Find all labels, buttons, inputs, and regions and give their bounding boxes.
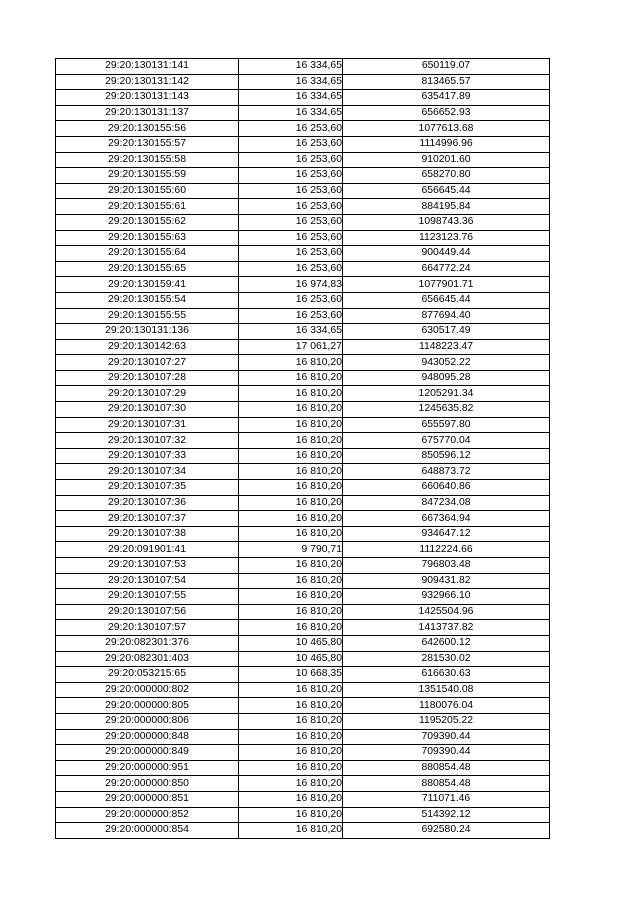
area-cell: 16 253,60 xyxy=(239,214,343,230)
cadastral-value-cell: 1205291.34 xyxy=(343,386,550,402)
cadastral-value-cell: 1148223.47 xyxy=(343,339,550,355)
area-cell: 9 790,71 xyxy=(239,542,343,558)
cadastral-value-cell: 948095.28 xyxy=(343,370,550,386)
table-row xyxy=(56,729,550,745)
cadastral-value-cell: 900449.44 xyxy=(343,246,550,262)
cadastral-value-cell: 656645.44 xyxy=(343,183,550,199)
cadastral-number-cell: 29:20:130131:143 xyxy=(56,90,239,106)
cadastral-value-cell: 932966.10 xyxy=(343,589,550,605)
table-row xyxy=(56,558,550,574)
cadastral-value-cell: 656652.93 xyxy=(343,105,550,121)
cadastral-value-cell: 635417.89 xyxy=(343,90,550,106)
table-row xyxy=(56,59,550,75)
table-row xyxy=(56,277,550,293)
cadastral-number-cell: 29:20:000000:802 xyxy=(56,682,239,698)
table-row xyxy=(56,246,550,262)
cadastral-number-cell: 29:20:000000:854 xyxy=(56,823,239,839)
area-cell: 16 810,20 xyxy=(239,511,343,527)
cadastral-number-cell: 29:20:130155:58 xyxy=(56,152,239,168)
cadastral-number-cell: 29:20:130155:54 xyxy=(56,292,239,308)
area-cell: 16 810,20 xyxy=(239,776,343,792)
cadastral-value-cell: 1413737.82 xyxy=(343,620,550,636)
area-cell: 16 334,65 xyxy=(239,324,343,340)
table-row xyxy=(56,682,550,698)
area-cell: 16 253,60 xyxy=(239,246,343,262)
area-cell: 16 810,20 xyxy=(239,589,343,605)
area-cell: 16 253,60 xyxy=(239,183,343,199)
area-cell: 16 810,20 xyxy=(239,464,343,480)
area-cell: 10 668,35 xyxy=(239,667,343,683)
area-cell: 17 061,27 xyxy=(239,339,343,355)
area-cell: 16 253,60 xyxy=(239,152,343,168)
table-row xyxy=(56,355,550,371)
table-row xyxy=(56,713,550,729)
table-row xyxy=(56,807,550,823)
cadastral-value-cell: 1195205.22 xyxy=(343,713,550,729)
table-row xyxy=(56,136,550,152)
cadastral-number-cell: 29:20:000000:849 xyxy=(56,745,239,761)
cadastral-number-cell: 29:20:130155:64 xyxy=(56,246,239,262)
area-cell: 16 810,20 xyxy=(239,495,343,511)
area-cell: 16 253,60 xyxy=(239,168,343,184)
table-row xyxy=(56,464,550,480)
table-row xyxy=(56,386,550,402)
cadastral-number-cell: 29:20:130155:65 xyxy=(56,261,239,277)
area-cell: 16 334,65 xyxy=(239,90,343,106)
cadastral-number-cell: 29:20:130142:63 xyxy=(56,339,239,355)
table-row xyxy=(56,339,550,355)
table-row xyxy=(56,573,550,589)
table-row xyxy=(56,620,550,636)
cadastral-value-cell: 1351540.08 xyxy=(343,682,550,698)
table-row xyxy=(56,480,550,496)
area-cell: 16 810,20 xyxy=(239,573,343,589)
area-cell: 16 810,20 xyxy=(239,698,343,714)
area-cell: 16 810,20 xyxy=(239,823,343,839)
cadastral-number-cell: 29:20:130155:56 xyxy=(56,121,239,137)
area-cell: 10 465,80 xyxy=(239,635,343,651)
table-row xyxy=(56,183,550,199)
cadastral-number-cell: 29:20:082301:403 xyxy=(56,651,239,667)
cadastral-value-cell: 514392.12 xyxy=(343,807,550,823)
area-cell: 16 253,60 xyxy=(239,199,343,215)
cadastral-value-cell: 709390.44 xyxy=(343,745,550,761)
cadastral-number-cell: 29:20:130107:57 xyxy=(56,620,239,636)
document-page xyxy=(55,58,550,839)
table-row xyxy=(56,745,550,761)
table-row xyxy=(56,199,550,215)
area-cell: 16 810,20 xyxy=(239,448,343,464)
area-cell: 16 810,20 xyxy=(239,558,343,574)
cadastral-value-cell: 1098743.36 xyxy=(343,214,550,230)
area-cell: 16 334,65 xyxy=(239,59,343,75)
cadastral-number-cell: 29:20:130159:41 xyxy=(56,277,239,293)
cadastral-value-cell: 796803.48 xyxy=(343,558,550,574)
cadastral-value-cell: 709390.44 xyxy=(343,729,550,745)
area-cell: 16 253,60 xyxy=(239,261,343,277)
table-row xyxy=(56,823,550,839)
cadastral-number-cell: 29:20:000000:848 xyxy=(56,729,239,745)
table-row xyxy=(56,261,550,277)
table-row xyxy=(56,105,550,121)
table-row xyxy=(56,776,550,792)
area-cell: 16 253,60 xyxy=(239,136,343,152)
cadastral-value-cell: 1180076.04 xyxy=(343,698,550,714)
area-cell: 16 810,20 xyxy=(239,713,343,729)
table-body xyxy=(56,59,550,839)
cadastral-value-cell: 675770.04 xyxy=(343,433,550,449)
cadastral-value-table xyxy=(55,58,550,839)
cadastral-number-cell: 29:20:130155:61 xyxy=(56,199,239,215)
area-cell: 16 810,20 xyxy=(239,729,343,745)
table-row xyxy=(56,760,550,776)
cadastral-value-cell: 934647.12 xyxy=(343,526,550,542)
cadastral-number-cell: 29:20:000000:806 xyxy=(56,713,239,729)
cadastral-value-cell: 616630.63 xyxy=(343,667,550,683)
table-row xyxy=(56,589,550,605)
cadastral-number-cell: 29:20:000000:850 xyxy=(56,776,239,792)
area-cell: 16 810,20 xyxy=(239,807,343,823)
cadastral-value-cell: 1077613.68 xyxy=(343,121,550,137)
cadastral-value-cell: 880854.48 xyxy=(343,760,550,776)
cadastral-value-cell: 847234.08 xyxy=(343,495,550,511)
area-cell: 16 810,20 xyxy=(239,433,343,449)
cadastral-value-cell: 909431.82 xyxy=(343,573,550,589)
area-cell: 16 334,65 xyxy=(239,105,343,121)
cadastral-value-cell: 655597.80 xyxy=(343,417,550,433)
table-row xyxy=(56,651,550,667)
table-row xyxy=(56,791,550,807)
cadastral-number-cell: 29:20:130107:28 xyxy=(56,370,239,386)
cadastral-value-cell: 1425504.96 xyxy=(343,604,550,620)
cadastral-number-cell: 29:20:000000:852 xyxy=(56,807,239,823)
cadastral-number-cell: 29:20:130155:57 xyxy=(56,136,239,152)
table-row xyxy=(56,448,550,464)
cadastral-number-cell: 29:20:130107:55 xyxy=(56,589,239,605)
table-row xyxy=(56,292,550,308)
cadastral-number-cell: 29:20:130107:56 xyxy=(56,604,239,620)
cadastral-value-cell: 658270.80 xyxy=(343,168,550,184)
cadastral-value-cell: 943052.22 xyxy=(343,355,550,371)
area-cell: 16 810,20 xyxy=(239,682,343,698)
table-row xyxy=(56,121,550,137)
cadastral-number-cell: 29:20:130107:31 xyxy=(56,417,239,433)
area-cell: 16 810,20 xyxy=(239,355,343,371)
cadastral-number-cell: 29:20:053215:65 xyxy=(56,667,239,683)
area-cell: 16 810,20 xyxy=(239,417,343,433)
table-row xyxy=(56,604,550,620)
cadastral-number-cell: 29:20:130107:53 xyxy=(56,558,239,574)
cadastral-value-cell: 648873.72 xyxy=(343,464,550,480)
cadastral-value-cell: 660640.86 xyxy=(343,480,550,496)
cadastral-value-cell: 630517.49 xyxy=(343,324,550,340)
cadastral-value-cell: 1112224.66 xyxy=(343,542,550,558)
cadastral-number-cell: 29:20:082301:376 xyxy=(56,635,239,651)
area-cell: 16 810,20 xyxy=(239,526,343,542)
area-cell: 16 810,20 xyxy=(239,402,343,418)
cadastral-value-cell: 656645.44 xyxy=(343,292,550,308)
area-cell: 16 253,60 xyxy=(239,292,343,308)
table-row xyxy=(56,152,550,168)
cadastral-value-cell: 650119.07 xyxy=(343,59,550,75)
cadastral-number-cell: 29:20:130155:62 xyxy=(56,214,239,230)
area-cell: 16 810,20 xyxy=(239,745,343,761)
area-cell: 16 253,60 xyxy=(239,230,343,246)
table-row xyxy=(56,495,550,511)
area-cell: 10 465,80 xyxy=(239,651,343,667)
cadastral-value-cell: 884195.84 xyxy=(343,199,550,215)
table-row xyxy=(56,308,550,324)
table-row xyxy=(56,90,550,106)
cadastral-value-cell: 877694.40 xyxy=(343,308,550,324)
cadastral-number-cell: 29:20:000000:851 xyxy=(56,791,239,807)
cadastral-number-cell: 29:20:130107:29 xyxy=(56,386,239,402)
area-cell: 16 334,65 xyxy=(239,74,343,90)
area-cell: 16 810,20 xyxy=(239,620,343,636)
cadastral-value-cell: 850596.12 xyxy=(343,448,550,464)
cadastral-number-cell: 29:20:130107:33 xyxy=(56,448,239,464)
area-cell: 16 253,60 xyxy=(239,121,343,137)
table-row xyxy=(56,542,550,558)
cadastral-number-cell: 29:20:130107:54 xyxy=(56,573,239,589)
cadastral-number-cell: 29:20:130155:55 xyxy=(56,308,239,324)
cadastral-number-cell: 29:20:130107:35 xyxy=(56,480,239,496)
cadastral-value-cell: 880854.48 xyxy=(343,776,550,792)
cadastral-value-cell: 692580.24 xyxy=(343,823,550,839)
table-row xyxy=(56,667,550,683)
cadastral-number-cell: 29:20:130107:34 xyxy=(56,464,239,480)
cadastral-number-cell: 29:20:130131:137 xyxy=(56,105,239,121)
table-row xyxy=(56,635,550,651)
table-row xyxy=(56,698,550,714)
cadastral-value-cell: 1114996.96 xyxy=(343,136,550,152)
table-row xyxy=(56,230,550,246)
cadastral-value-cell: 813465.57 xyxy=(343,74,550,90)
cadastral-number-cell: 29:20:000000:951 xyxy=(56,760,239,776)
area-cell: 16 810,20 xyxy=(239,604,343,620)
cadastral-value-cell: 1123123.76 xyxy=(343,230,550,246)
cadastral-number-cell: 29:20:130107:30 xyxy=(56,402,239,418)
cadastral-value-cell: 642600.12 xyxy=(343,635,550,651)
cadastral-number-cell: 29:20:130107:38 xyxy=(56,526,239,542)
cadastral-number-cell: 29:20:130155:60 xyxy=(56,183,239,199)
area-cell: 16 974,83 xyxy=(239,277,343,293)
table-row xyxy=(56,168,550,184)
area-cell: 16 253,60 xyxy=(239,308,343,324)
cadastral-number-cell: 29:20:130131:141 xyxy=(56,59,239,75)
cadastral-number-cell: 29:20:130131:142 xyxy=(56,74,239,90)
cadastral-number-cell: 29:20:130107:27 xyxy=(56,355,239,371)
area-cell: 16 810,20 xyxy=(239,370,343,386)
table-row xyxy=(56,433,550,449)
area-cell: 16 810,20 xyxy=(239,386,343,402)
cadastral-value-cell: 281530.02 xyxy=(343,651,550,667)
table-row xyxy=(56,74,550,90)
cadastral-value-cell: 1077901.71 xyxy=(343,277,550,293)
cadastral-value-cell: 711071.46 xyxy=(343,791,550,807)
cadastral-value-cell: 1245635.82 xyxy=(343,402,550,418)
table-row xyxy=(56,324,550,340)
cadastral-value-cell: 910201.60 xyxy=(343,152,550,168)
cadastral-value-cell: 667364.94 xyxy=(343,511,550,527)
table-row xyxy=(56,402,550,418)
cadastral-number-cell: 29:20:130107:32 xyxy=(56,433,239,449)
table-row xyxy=(56,417,550,433)
cadastral-number-cell: 29:20:000000:805 xyxy=(56,698,239,714)
table-row xyxy=(56,370,550,386)
area-cell: 16 810,20 xyxy=(239,480,343,496)
cadastral-number-cell: 29:20:130107:36 xyxy=(56,495,239,511)
table-row xyxy=(56,214,550,230)
table-row xyxy=(56,526,550,542)
cadastral-value-cell: 664772.24 xyxy=(343,261,550,277)
area-cell: 16 810,20 xyxy=(239,760,343,776)
cadastral-number-cell: 29:20:091901:41 xyxy=(56,542,239,558)
table-row xyxy=(56,511,550,527)
cadastral-number-cell: 29:20:130155:59 xyxy=(56,168,239,184)
cadastral-number-cell: 29:20:130131:136 xyxy=(56,324,239,340)
cadastral-number-cell: 29:20:130107:37 xyxy=(56,511,239,527)
area-cell: 16 810,20 xyxy=(239,791,343,807)
cadastral-number-cell: 29:20:130155:63 xyxy=(56,230,239,246)
